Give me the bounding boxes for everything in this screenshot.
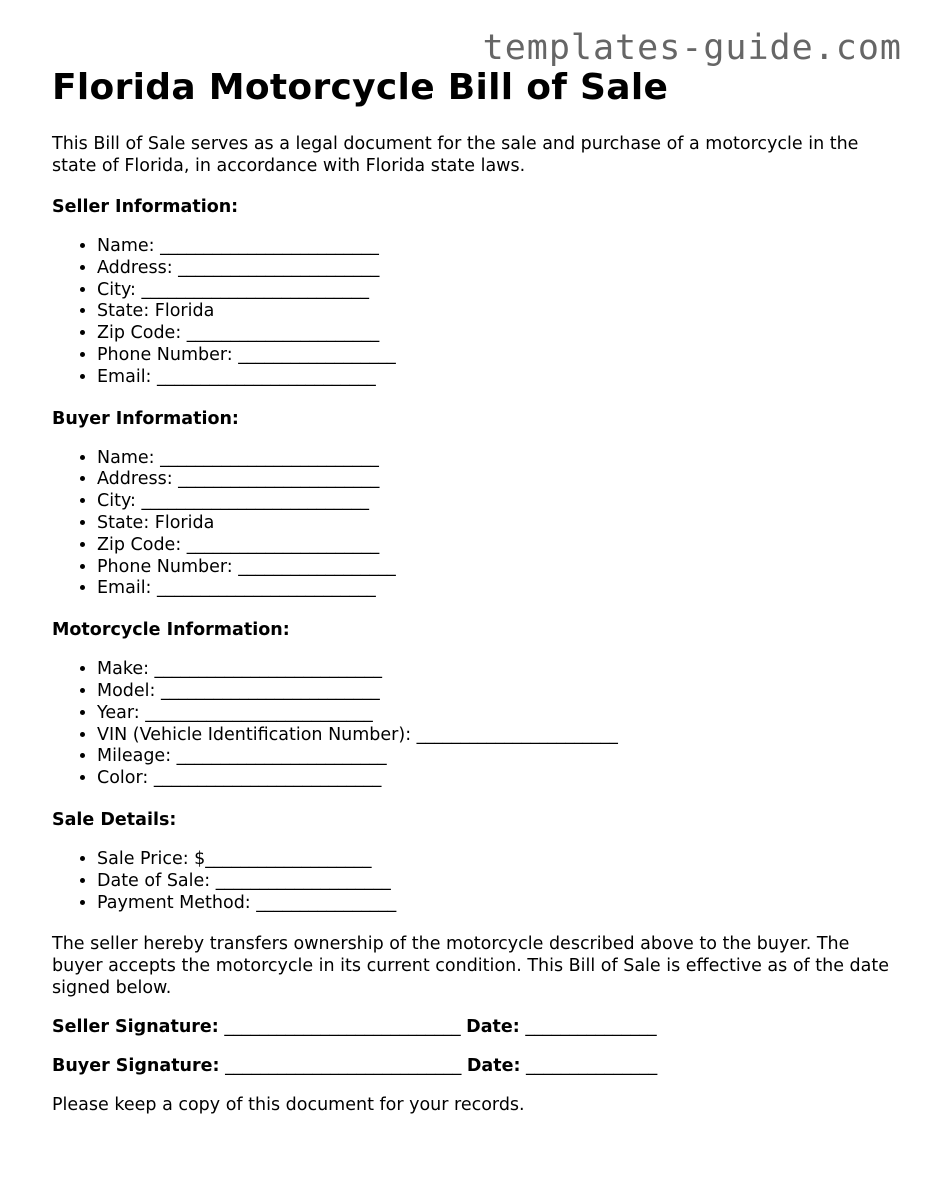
seller-state-item: • State: Florida: [97, 301, 892, 323]
seller-signature-blank: ___________________________: [218, 1017, 467, 1038]
document: [52, 66, 892, 1116]
seller-info-list: [52, 236, 892, 389]
motorcycle-mileage-item: • Mileage: ________________________: [97, 746, 892, 768]
buyer-signature-label: Buyer Signature:: [52, 1056, 220, 1077]
sale-details-list: [52, 849, 892, 914]
buyer-date-blank: _______________: [520, 1056, 658, 1077]
seller-signature-label: Seller Signature:: [52, 1017, 219, 1038]
buyer-section-heading: Buyer Information:: [52, 408, 239, 429]
motorcycle-make-item: • Make: __________________________: [97, 659, 892, 681]
buyer-email-item: • Email: _________________________: [97, 578, 892, 600]
motorcycle-section-heading: Motorcycle Information:: [52, 620, 290, 641]
buyer-address-item: • Address: _______________________: [97, 469, 892, 491]
seller-city-item: • City: __________________________: [97, 280, 892, 302]
buyer-date-label: Date:: [466, 1056, 521, 1077]
payment-method-item: • Payment Method: ________________: [97, 893, 892, 915]
seller-section-heading: Seller Information:: [52, 197, 239, 217]
buyer-zip-item: • Zip Code: ______________________: [97, 535, 892, 557]
sale-price-item: • Sale Price: $___________________: [97, 849, 892, 871]
motorcycle-vin-item: • VIN (Vehicle Identification Number): _______________________: [97, 725, 892, 747]
seller-email-item: • Email: _________________________: [97, 367, 892, 389]
motorcycle-model-item: • Model: _________________________: [97, 681, 892, 703]
buyer-signature-line: [52, 1055, 892, 1077]
motorcycle-year-item: • Year: __________________________: [97, 703, 892, 725]
seller-address-item: • Address: _______________________: [97, 258, 892, 280]
intro-paragraph: This Bill of Sale serves as a legal document for the sale and purchase of a motorcycle in the state of Florida, in accordance with Florida state laws.: [52, 134, 859, 176]
transfer-statement: The seller hereby transfers ownership of the motorcycle described above to the buyer. The buyer accepts the motorcycle in its current condition. This Bill of Sale is effective as of the date signed below.: [52, 934, 889, 999]
seller-name-item: • Name: _________________________: [97, 236, 892, 258]
buyer-phone-item: • Phone Number: __________________: [97, 557, 892, 579]
buyer-signature-blank: ___________________________: [219, 1056, 467, 1077]
watermark: templates-guide.com: [482, 28, 902, 68]
records-note: Please keep a copy of this document for your records.: [52, 1095, 525, 1116]
buyer-city-item: • City: __________________________: [97, 491, 892, 513]
seller-date-label: Date:: [466, 1017, 520, 1038]
motorcycle-color-item: • Color: __________________________: [97, 768, 892, 790]
page-title: Florida Motorcycle Bill of Sale: [52, 67, 669, 108]
sale-date-item: • Date of Sale: ____________________: [97, 871, 892, 893]
seller-signature-line: [52, 1016, 892, 1038]
seller-zip-item: • Zip Code: ______________________: [97, 323, 892, 345]
buyer-info-list: [52, 448, 892, 601]
seller-phone-item: • Phone Number: __________________: [97, 345, 892, 367]
sale-section-heading: Sale Details:: [52, 809, 177, 830]
buyer-name-item: • Name: _________________________: [97, 448, 892, 470]
buyer-state-item: • State: Florida: [97, 513, 892, 535]
seller-date-blank: _______________: [519, 1017, 657, 1038]
motorcycle-info-list: [52, 659, 892, 790]
